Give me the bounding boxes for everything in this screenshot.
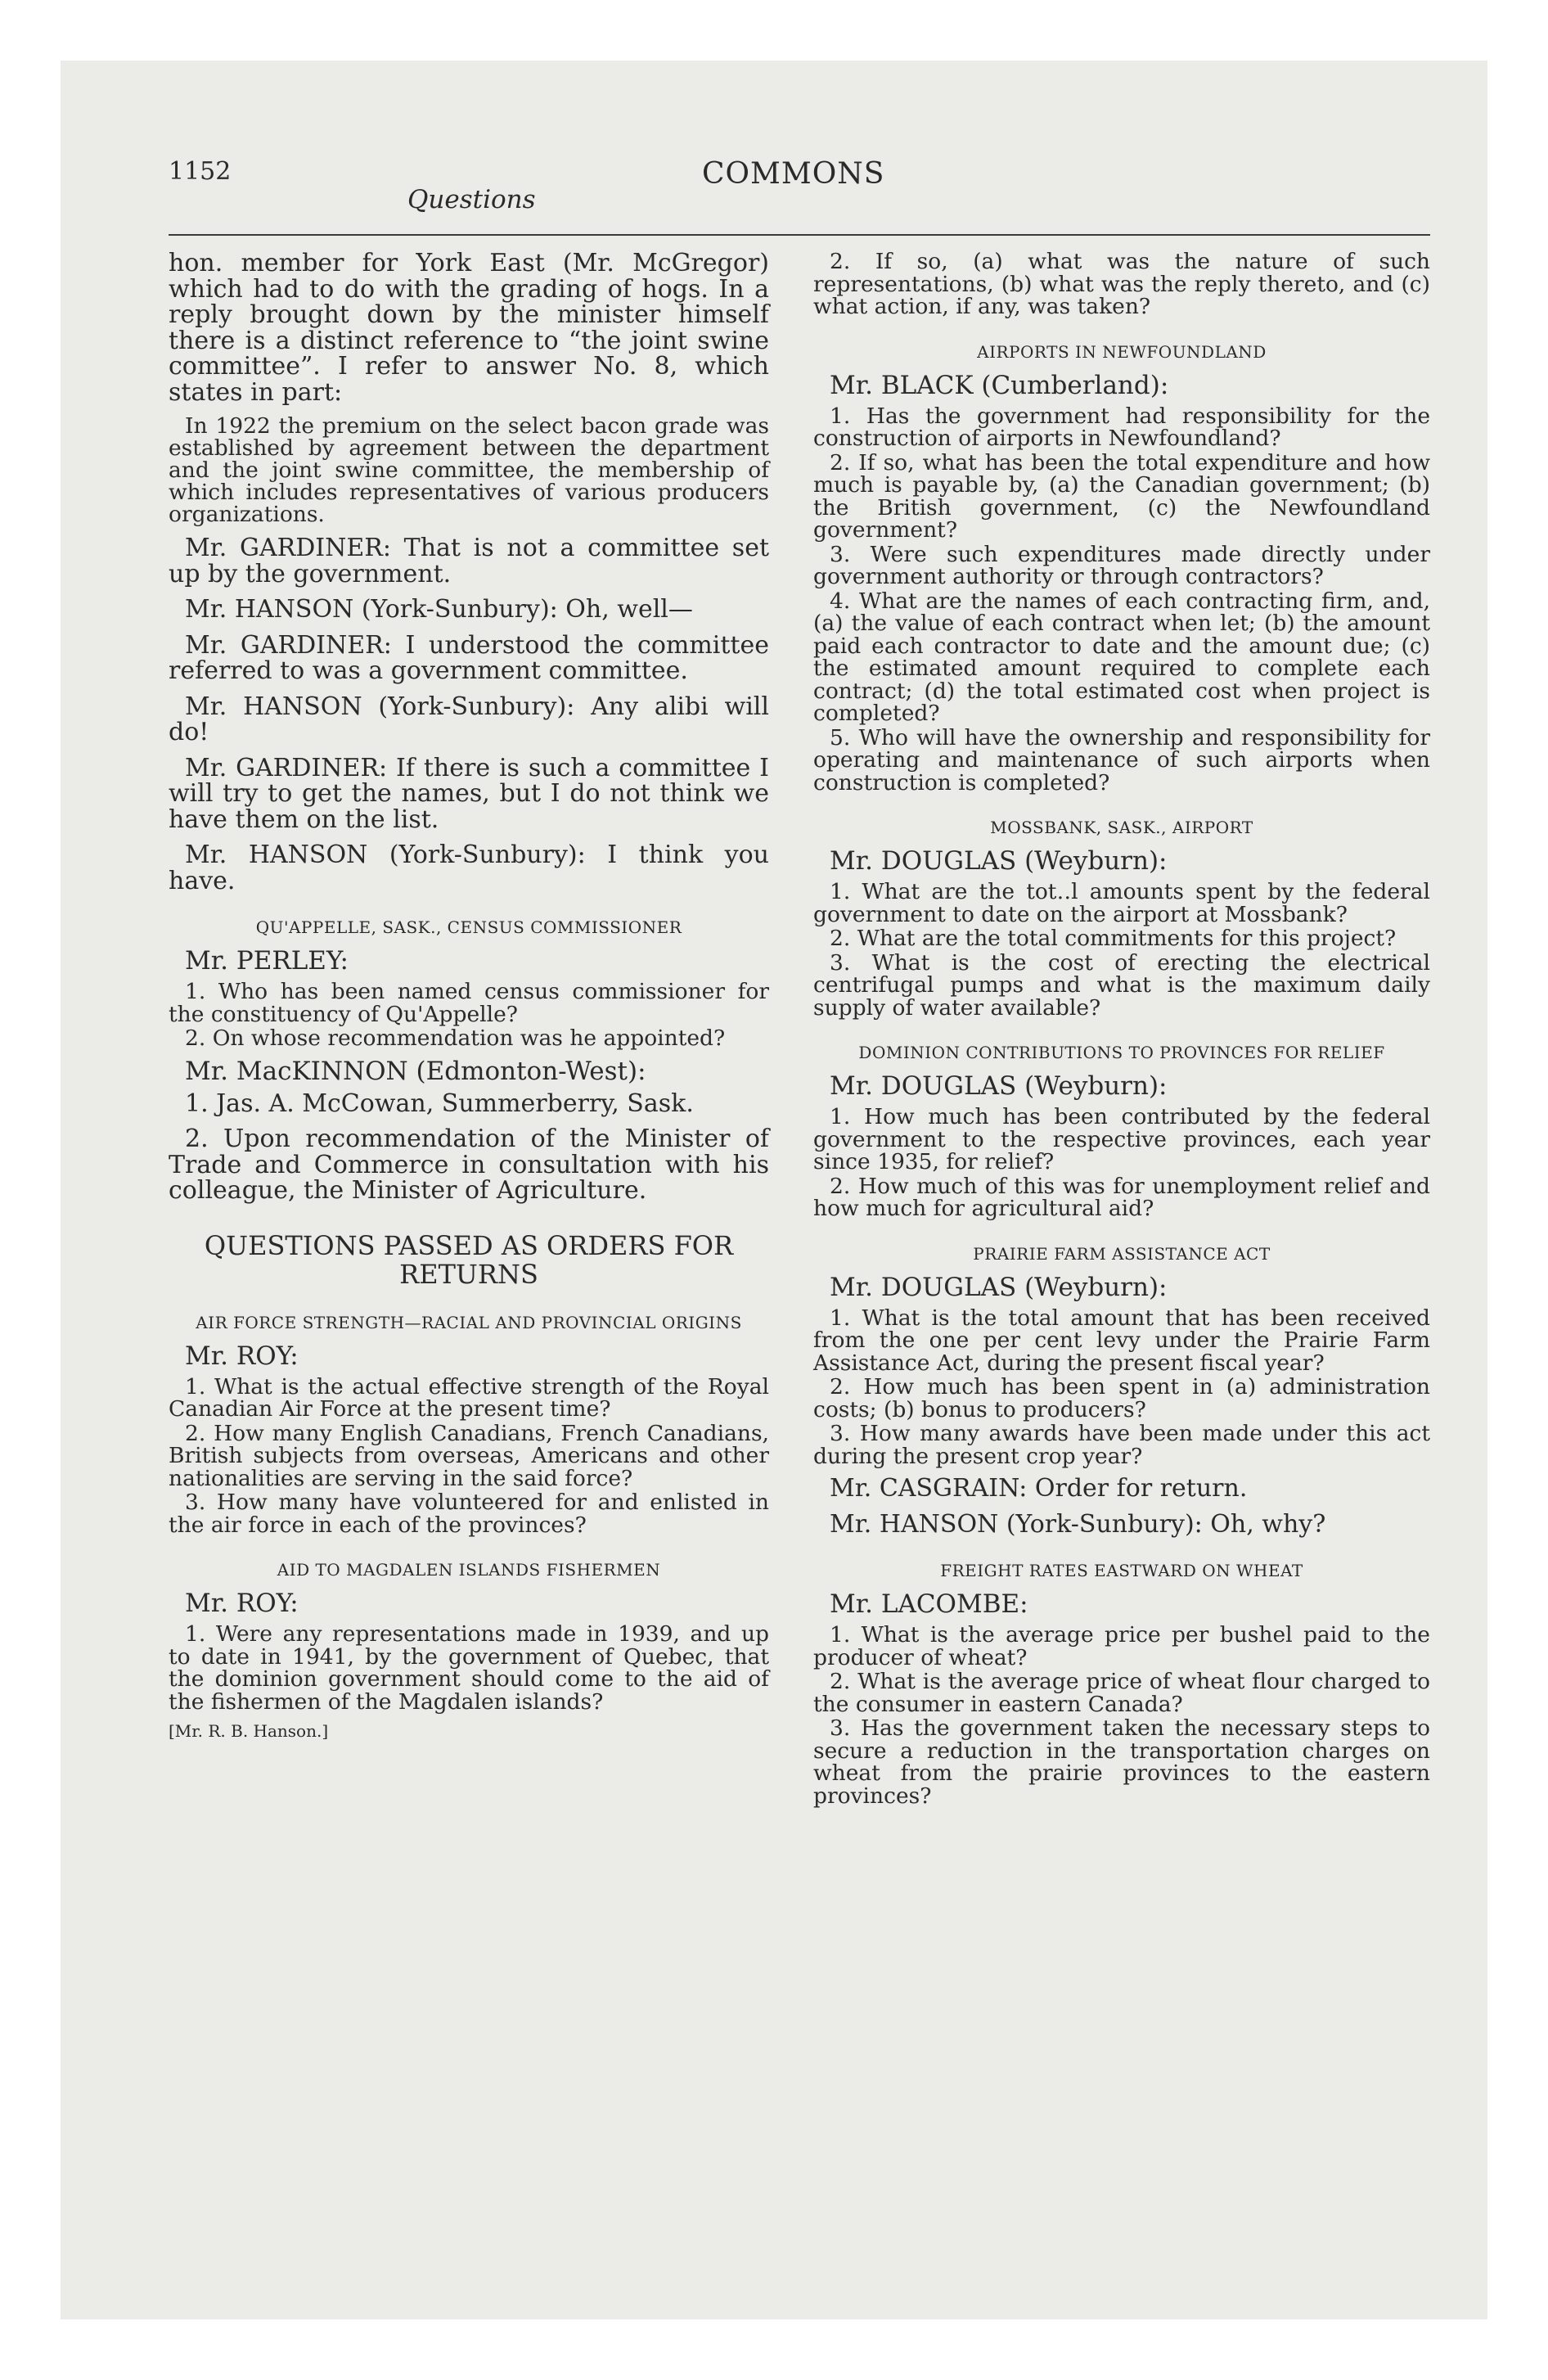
major-heading: QUESTIONS PASSED AS ORDERS FOR RETURNS — [204, 1229, 734, 1290]
question-item: 4. What are the names of each contracting firm, and, (a) the value of each contract when let; (b) the amount paid each contractor to date and the amount due; (c) the estimated amount required to complete each contract; (d) the total estimated cost when project is completed? — [813, 588, 1430, 726]
question-item: 2. How many English Canadians, French Canadians, British subjects from overseas, Americans and other nationalities are serving in the said force? — [169, 1420, 769, 1491]
quotation: In 1922 the premium on the select bacon grade was established by agreement between the department and the joint swine committee, the membership of which includes representatives of various producers organizations. — [169, 413, 769, 527]
section-heading: AIR FORCE STRENGTH—RACIAL AND PROVINCIAL ORIGINS — [196, 1312, 742, 1332]
speaker-tag: [Mr. R. B. Hanson.] — [169, 1721, 329, 1741]
question-item: 1. Were any representations made in 1939, and up to date in 1941, by the government of Quebec, that the dominion government should come to the aid of the fishermen of the Magdalen islands? — [169, 1621, 769, 1715]
question-item: 3. How many have volunteered for and enlisted in the air force in each of the provinces? — [169, 1490, 769, 1538]
question-item: 2. What is the average price of wheat flour charged to the consumer in eastern Canada? — [813, 1669, 1430, 1717]
question-item: 3. What is the cost of erecting the electrical centrifugal pumps and what is the maximum daily supply of water available? — [813, 949, 1430, 1021]
paragraph: Mr. HANSON (York-Sunbury): I think you have. — [169, 841, 769, 895]
speaker-name: Mr. ROY: — [185, 1589, 299, 1618]
section-heading: QU'APPELLE, SASK., CENSUS COMMISSIONER — [255, 917, 682, 937]
section-heading: MOSSBANK, SASK., AIRPORT — [990, 818, 1253, 837]
paragraph: Mr. GARDINER: I understood the committee referred to was a government committee. — [169, 630, 769, 685]
page-title: COMMONS — [702, 157, 885, 191]
question-item: 1. What is the actual effective strength of the Royal Canadian Air Force at the present time? — [169, 1373, 769, 1422]
question-item: 2. If so, (a) what was the nature of such representations, (b) what was the reply thereto, and (c) what action, if any, was taken? — [813, 249, 1430, 319]
speaker-name: Mr. DOUGLAS (Weyburn): — [830, 1272, 1168, 1302]
speaker-name: Mr. BLACK (Cumberland): — [830, 370, 1169, 400]
paragraph: Mr. GARDINER: That is not a committee set up by the government. — [169, 534, 769, 588]
speaker-name: Mr. PERLEY: — [185, 946, 349, 976]
paragraph: hon. member for York East (Mr. McGregor) which had to do with the grading of hogs. In a reply brought down by the minister himself there is a distinct reference to “the joint swine committee”. I refer to answer No. 8, which states in part: — [169, 249, 769, 407]
paragraph: Mr. HANSON (York-Sunbury): Oh, well— — [185, 595, 693, 624]
question-item: 2. How much of this was for unemployment relief and how much for agricultural aid? — [813, 1173, 1430, 1221]
section-label: Questions — [407, 185, 536, 214]
section-heading: PRAIRIE FARM ASSISTANCE ACT — [973, 1243, 1271, 1264]
question-item: 3. How many awards have been made under this act during the present crop year? — [813, 1421, 1430, 1469]
section-heading: AID TO MAGDALEN ISLANDS FISHERMEN — [277, 1560, 661, 1580]
question-item: 2. How much has been spent in (a) administration costs; (b) bonus to producers? — [813, 1374, 1430, 1422]
paragraph: Mr. HANSON (York-Sunbury): Oh, why? — [830, 1509, 1326, 1539]
left-column — [169, 250, 769, 1741]
speaker-name: Mr. DOUGLAS (Weyburn): — [830, 846, 1168, 876]
question-item: 3. Were such expenditures made directly under government authority or through contractors? — [813, 541, 1430, 589]
answer-item: 1. Jas. A. McCowan, Summerberry, Sask. — [185, 1089, 694, 1118]
paragraph: Mr. HANSON (York-Sunbury): Any alibi will do! — [169, 692, 769, 746]
question-item: 2. On whose recommendation was he appointed? — [185, 1025, 726, 1051]
speaker-name: Mr. LACOMBE: — [830, 1589, 1028, 1619]
question-item: 2. If so, what has been the total expenditure and how much is payable by, (a) the Canadian government; (b) the British government, (c) the Newfoundland government? — [813, 449, 1430, 543]
header-rule — [169, 234, 1430, 236]
page-number: 1152 — [169, 157, 232, 186]
speaker-name: Mr. MacKINNON (Edmonton-West): — [185, 1056, 646, 1086]
question-item: 1. What are the tot‥l amounts spent by the federal government to date on the airport at Mossbank? — [813, 879, 1430, 927]
page-header — [169, 151, 1430, 214]
section-heading: FREIGHT RATES EASTWARD ON WHEAT — [940, 1561, 1303, 1580]
question-item: 2. What are the total commitments for this project? — [830, 926, 1397, 951]
question-item: 1. Who has been named census commissioner for the constituency of Qu'Appelle? — [169, 979, 769, 1027]
section-heading: AIRPORTS IN NEWFOUNDLAND — [977, 341, 1267, 362]
question-item: 1. What is the total amount that has been received from the one per cent levy under the Prairie Farm Assistance Act, during the present fiscal year? — [813, 1305, 1430, 1376]
question-item: 5. Who will have the ownership and responsibility for operating and maintenance of such airports when construction is completed? — [813, 724, 1430, 796]
question-item: 1. How much has been contributed by the federal government to the respective provinces, each year since 1935, for relief? — [813, 1104, 1430, 1174]
right-column — [813, 250, 1430, 1809]
question-item: 1. What is the average price per bushel paid to the producer of wheat? — [813, 1622, 1430, 1670]
question-item: 1. Has the government had responsibility for the construction of airports in Newfoundland? — [813, 403, 1430, 451]
speaker-name: Mr. DOUGLAS (Weyburn): — [830, 1071, 1168, 1101]
section-heading: DOMINION CONTRIBUTIONS TO PROVINCES FOR RELIEF — [858, 1043, 1385, 1062]
answer-item: 2. Upon recommendation of the Minister of Trade and Commerce in consultation with his colleague, the Minister of Agriculture. — [169, 1125, 769, 1205]
question-item: 3. Has the government taken the necessary steps to secure a reduction in the transportation charges on wheat from the prairie provinces to the eastern provinces? — [813, 1715, 1430, 1809]
paragraph: Mr. GARDINER: If there is such a committee I will try to get the names, but I do not think we have them on the list. — [169, 753, 769, 834]
paragraph: Mr. CASGRAIN: Order for return. — [830, 1474, 1248, 1503]
speaker-name: Mr. ROY: — [185, 1341, 299, 1371]
